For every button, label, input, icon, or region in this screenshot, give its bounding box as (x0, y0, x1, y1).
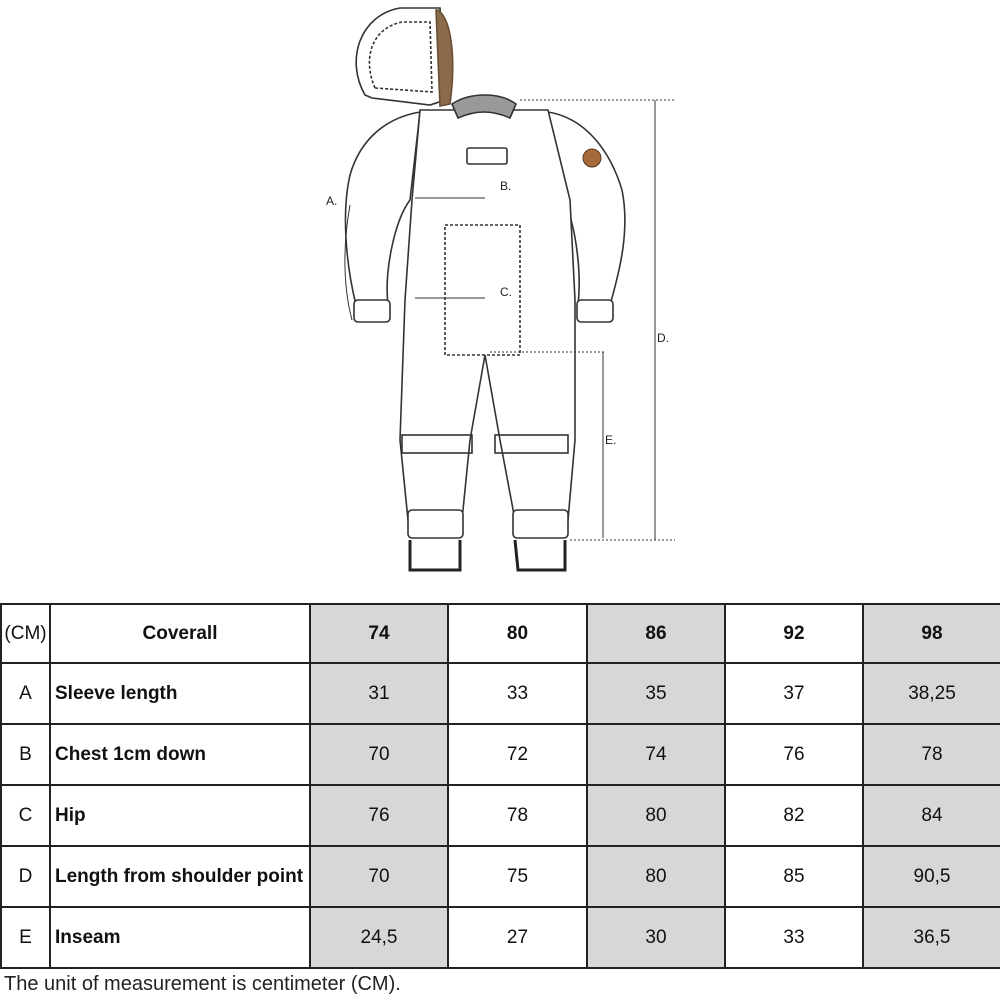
logo-badge (583, 149, 601, 167)
row-code: B (1, 724, 50, 785)
size-header: 74 (310, 604, 448, 663)
value-cell: 80 (587, 846, 725, 907)
value-cell: 85 (725, 846, 863, 907)
value-cell: 82 (725, 785, 863, 846)
value-cell: 76 (725, 724, 863, 785)
value-cell: 80 (587, 785, 725, 846)
left-foot-strap (410, 540, 460, 570)
marker-b: B. (500, 179, 512, 193)
value-cell: 30 (587, 907, 725, 968)
right-cuff (577, 300, 613, 322)
marker-c: C. (500, 285, 512, 299)
value-cell: 75 (448, 846, 587, 907)
size-header: 80 (448, 604, 587, 663)
table-row (1, 724, 1000, 785)
row-label: Hip (50, 785, 310, 846)
left-cuff (354, 300, 390, 322)
row-label: Chest 1cm down (50, 724, 310, 785)
row-label: Length from shoulder point (50, 846, 310, 907)
row-code: C (1, 785, 50, 846)
row-code: D (1, 846, 50, 907)
value-cell: 74 (587, 724, 725, 785)
size-table (0, 603, 1000, 969)
value-cell: 33 (448, 663, 587, 724)
marker-e: E. (605, 433, 617, 447)
row-code: A (1, 663, 50, 724)
corner-label: (CM) (1, 604, 50, 663)
value-cell: 36,5 (863, 907, 1000, 968)
table-row (1, 846, 1000, 907)
value-cell: 24,5 (310, 907, 448, 968)
table-row (1, 785, 1000, 846)
row-label: Sleeve length (50, 663, 310, 724)
value-cell: 33 (725, 907, 863, 968)
size-header: 98 (863, 604, 1000, 663)
value-cell: 76 (310, 785, 448, 846)
right-foot-strap (515, 540, 565, 570)
value-cell: 72 (448, 724, 587, 785)
value-cell: 70 (310, 846, 448, 907)
table-row (1, 907, 1000, 968)
size-header: 92 (725, 604, 863, 663)
header-row (1, 604, 1000, 663)
left-leg-cuff (408, 510, 463, 538)
value-cell: 35 (587, 663, 725, 724)
body (400, 110, 575, 520)
unit-footnote: The unit of measurement is centimeter (CM). (4, 973, 401, 995)
value-cell: 70 (310, 724, 448, 785)
value-cell: 37 (725, 663, 863, 724)
right-leg-cuff (513, 510, 568, 538)
row-code: E (1, 907, 50, 968)
value-cell: 78 (448, 785, 587, 846)
table-row (1, 663, 1000, 724)
value-cell: 90,5 (863, 846, 1000, 907)
marker-d: D. (657, 331, 669, 345)
size-header: 86 (587, 604, 725, 663)
value-cell: 38,25 (863, 663, 1000, 724)
value-cell: 27 (448, 907, 587, 968)
value-cell: 31 (310, 663, 448, 724)
value-cell: 84 (863, 785, 1000, 846)
product-label: Coverall (50, 604, 310, 663)
value-cell: 78 (863, 724, 1000, 785)
marker-a: A. (326, 194, 338, 208)
row-label: Inseam (50, 907, 310, 968)
